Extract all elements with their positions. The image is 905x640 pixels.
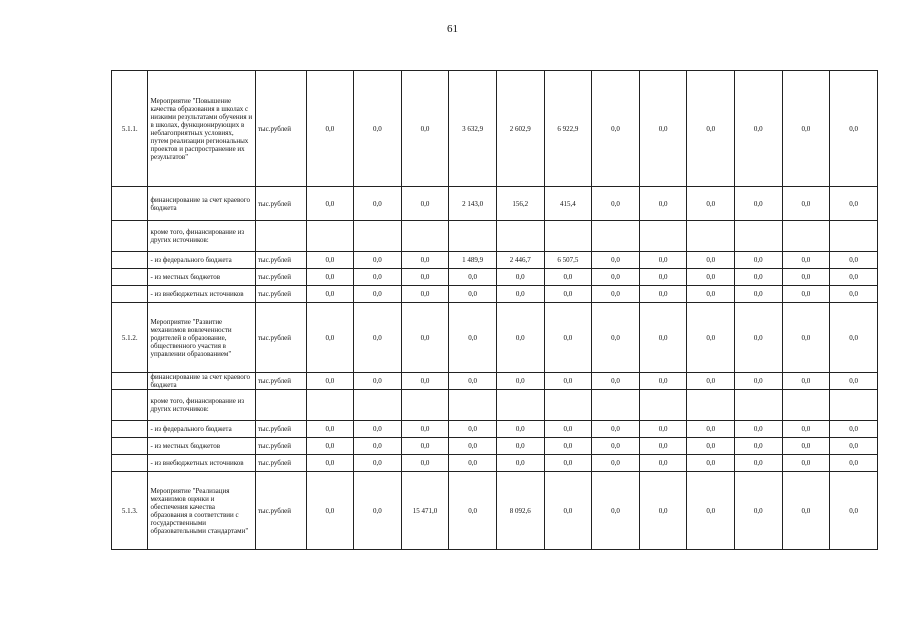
row-code [112, 269, 148, 286]
row-unit: тыс.рублей [255, 455, 306, 472]
value-cell: 0,0 [544, 286, 592, 303]
row-description: Мероприятие "Повышение качества образования в школах с низкими результатами обучения и в школах, функционирующих в неблагоприятных условиях, путем реализации региональных проектов и распространение их результатов" [148, 71, 255, 187]
value-cell: 0,0 [449, 269, 497, 286]
row-unit [255, 221, 306, 252]
value-cell: 0,0 [306, 421, 354, 438]
value-cell: 2 446,7 [496, 252, 544, 269]
value-cell: 0,0 [592, 71, 640, 187]
value-cell: 0,0 [354, 472, 402, 550]
value-cell: 0,0 [354, 269, 402, 286]
value-cell: 0,0 [592, 421, 640, 438]
table-row [112, 373, 878, 390]
value-cell: 0,0 [592, 472, 640, 550]
budget-table [111, 70, 878, 550]
value-cell: 0,0 [735, 303, 783, 373]
value-cell: 0,0 [354, 71, 402, 187]
row-code [112, 187, 148, 221]
value-cell [592, 390, 640, 421]
value-cell: 0,0 [496, 373, 544, 390]
value-cell: 0,0 [639, 373, 687, 390]
value-cell: 0,0 [354, 252, 402, 269]
value-cell: 0,0 [401, 373, 449, 390]
value-cell: 0,0 [401, 187, 449, 221]
value-cell: 0,0 [830, 421, 878, 438]
row-unit: тыс.рублей [255, 438, 306, 455]
value-cell: 2 602,9 [496, 71, 544, 187]
value-cell: 0,0 [830, 303, 878, 373]
value-cell: 0,0 [687, 71, 735, 187]
value-cell: 0,0 [735, 421, 783, 438]
budget-table-container [111, 70, 878, 550]
value-cell: 0,0 [496, 455, 544, 472]
row-unit: тыс.рублей [255, 303, 306, 373]
table-row [112, 421, 878, 438]
value-cell: 0,0 [496, 269, 544, 286]
value-cell: 0,0 [830, 373, 878, 390]
value-cell: 0,0 [449, 438, 497, 455]
value-cell: 0,0 [354, 187, 402, 221]
row-description: кроме того, финансирование из других источников: [148, 221, 255, 252]
value-cell: 0,0 [735, 252, 783, 269]
row-unit: тыс.рублей [255, 252, 306, 269]
value-cell [639, 390, 687, 421]
value-cell: 0,0 [306, 252, 354, 269]
value-cell: 156,2 [496, 187, 544, 221]
table-row [112, 252, 878, 269]
value-cell: 0,0 [496, 438, 544, 455]
value-cell: 0,0 [354, 286, 402, 303]
row-unit: тыс.рублей [255, 269, 306, 286]
value-cell: 0,0 [544, 455, 592, 472]
value-cell [687, 221, 735, 252]
value-cell: 0,0 [401, 455, 449, 472]
value-cell: 0,0 [639, 421, 687, 438]
value-cell: 0,0 [782, 472, 830, 550]
value-cell: 0,0 [782, 187, 830, 221]
value-cell: 0,0 [735, 187, 783, 221]
value-cell: 0,0 [687, 269, 735, 286]
value-cell: 3 632,9 [449, 71, 497, 187]
value-cell: 0,0 [592, 438, 640, 455]
row-code [112, 455, 148, 472]
value-cell: 0,0 [401, 269, 449, 286]
value-cell: 0,0 [306, 455, 354, 472]
value-cell: 0,0 [449, 455, 497, 472]
value-cell: 2 143,0 [449, 187, 497, 221]
row-description: финансирование за счет краевого бюджета [148, 187, 255, 221]
value-cell: 0,0 [544, 269, 592, 286]
value-cell: 0,0 [735, 438, 783, 455]
value-cell: 0,0 [592, 269, 640, 286]
table-row [112, 286, 878, 303]
row-description: - из местных бюджетов [148, 269, 255, 286]
value-cell [735, 221, 783, 252]
value-cell: 0,0 [687, 472, 735, 550]
value-cell: 0,0 [401, 286, 449, 303]
value-cell: 0,0 [306, 303, 354, 373]
value-cell: 0,0 [687, 303, 735, 373]
value-cell: 0,0 [782, 455, 830, 472]
value-cell: 0,0 [782, 438, 830, 455]
value-cell: 0,0 [639, 71, 687, 187]
value-cell: 0,0 [782, 269, 830, 286]
value-cell: 0,0 [592, 373, 640, 390]
value-cell [687, 390, 735, 421]
value-cell: 0,0 [592, 187, 640, 221]
row-description: - из внебюджетных источников [148, 286, 255, 303]
value-cell [496, 221, 544, 252]
row-code [112, 221, 148, 252]
value-cell: 0,0 [544, 438, 592, 455]
value-cell: 0,0 [639, 303, 687, 373]
value-cell: 0,0 [592, 286, 640, 303]
row-code [112, 421, 148, 438]
value-cell: 0,0 [639, 472, 687, 550]
value-cell: 0,0 [354, 455, 402, 472]
value-cell [639, 221, 687, 252]
value-cell: 0,0 [306, 187, 354, 221]
value-cell [592, 221, 640, 252]
table-row [112, 71, 878, 187]
value-cell: 0,0 [830, 472, 878, 550]
value-cell: 0,0 [782, 373, 830, 390]
row-unit [255, 390, 306, 421]
value-cell: 0,0 [496, 286, 544, 303]
value-cell: 0,0 [449, 472, 497, 550]
value-cell [830, 221, 878, 252]
row-unit: тыс.рублей [255, 472, 306, 550]
value-cell: 8 092,6 [496, 472, 544, 550]
value-cell: 0,0 [496, 421, 544, 438]
table-row [112, 455, 878, 472]
value-cell: 0,0 [354, 373, 402, 390]
value-cell: 0,0 [735, 269, 783, 286]
value-cell: 0,0 [782, 71, 830, 187]
value-cell: 0,0 [735, 286, 783, 303]
value-cell [354, 390, 402, 421]
row-description: Мероприятие "Развитие механизмов вовлеченности родителей в образование, общественного участия в управлении образованием" [148, 303, 255, 373]
value-cell: 0,0 [687, 187, 735, 221]
value-cell: 0,0 [449, 286, 497, 303]
value-cell: 0,0 [830, 71, 878, 187]
value-cell: 0,0 [782, 421, 830, 438]
value-cell [449, 390, 497, 421]
table-row [112, 472, 878, 550]
value-cell [401, 221, 449, 252]
value-cell [449, 221, 497, 252]
value-cell: 0,0 [687, 252, 735, 269]
value-cell: 0,0 [496, 303, 544, 373]
value-cell: 0,0 [735, 472, 783, 550]
value-cell: 415,4 [544, 187, 592, 221]
row-description: финансирование за счет краевого бюджета [148, 373, 255, 390]
value-cell: 0,0 [830, 252, 878, 269]
row-unit: тыс.рублей [255, 71, 306, 187]
value-cell: 0,0 [544, 373, 592, 390]
value-cell: 0,0 [306, 269, 354, 286]
value-cell: 6 922,9 [544, 71, 592, 187]
value-cell: 0,0 [782, 303, 830, 373]
row-code [112, 252, 148, 269]
value-cell: 0,0 [306, 438, 354, 455]
row-code [112, 438, 148, 455]
value-cell: 0,0 [354, 303, 402, 373]
value-cell: 0,0 [354, 421, 402, 438]
value-cell: 0,0 [544, 472, 592, 550]
page-number: 61 [447, 23, 458, 35]
value-cell [735, 390, 783, 421]
value-cell: 0,0 [449, 421, 497, 438]
row-description: Мероприятие "Реализация механизмов оценки и обеспечения качества образования в соответствии с государственными образовательными стандартами" [148, 472, 255, 550]
value-cell: 0,0 [830, 455, 878, 472]
value-cell: 0,0 [830, 286, 878, 303]
value-cell: 0,0 [306, 472, 354, 550]
row-unit: тыс.рублей [255, 286, 306, 303]
value-cell: 0,0 [782, 252, 830, 269]
value-cell: 0,0 [830, 269, 878, 286]
value-cell: 6 507,5 [544, 252, 592, 269]
value-cell: 0,0 [306, 71, 354, 187]
value-cell [544, 221, 592, 252]
value-cell: 0,0 [306, 373, 354, 390]
row-description: - из местных бюджетов [148, 438, 255, 455]
row-code: 5.1.1. [112, 71, 148, 187]
value-cell: 0,0 [639, 286, 687, 303]
value-cell: 0,0 [639, 252, 687, 269]
value-cell [782, 221, 830, 252]
value-cell: 0,0 [639, 455, 687, 472]
table-row [112, 221, 878, 252]
value-cell: 0,0 [592, 252, 640, 269]
row-code [112, 286, 148, 303]
value-cell [401, 390, 449, 421]
table-row [112, 269, 878, 286]
value-cell [496, 390, 544, 421]
table-row [112, 390, 878, 421]
table-row [112, 187, 878, 221]
row-code [112, 373, 148, 390]
table-row [112, 438, 878, 455]
value-cell: 0,0 [735, 71, 783, 187]
value-cell: 0,0 [354, 438, 402, 455]
value-cell: 0,0 [687, 455, 735, 472]
value-cell: 15 471,0 [401, 472, 449, 550]
value-cell: 0,0 [687, 421, 735, 438]
row-code: 5.1.2. [112, 303, 148, 373]
row-description: - из федерального бюджета [148, 252, 255, 269]
value-cell: 1 489,9 [449, 252, 497, 269]
value-cell: 0,0 [544, 421, 592, 438]
value-cell: 0,0 [639, 269, 687, 286]
value-cell [306, 221, 354, 252]
value-cell: 0,0 [639, 438, 687, 455]
value-cell: 0,0 [830, 187, 878, 221]
value-cell: 0,0 [782, 286, 830, 303]
value-cell: 0,0 [687, 373, 735, 390]
value-cell: 0,0 [735, 373, 783, 390]
table-row [112, 303, 878, 373]
value-cell [354, 221, 402, 252]
value-cell: 0,0 [306, 286, 354, 303]
value-cell: 0,0 [449, 303, 497, 373]
value-cell [544, 390, 592, 421]
value-cell: 0,0 [735, 455, 783, 472]
value-cell [782, 390, 830, 421]
value-cell: 0,0 [639, 187, 687, 221]
row-description: кроме того, финансирование из других источников: [148, 390, 255, 421]
value-cell: 0,0 [401, 421, 449, 438]
value-cell: 0,0 [592, 455, 640, 472]
value-cell: 0,0 [830, 438, 878, 455]
value-cell: 0,0 [401, 71, 449, 187]
value-cell: 0,0 [687, 286, 735, 303]
value-cell: 0,0 [401, 303, 449, 373]
value-cell: 0,0 [592, 303, 640, 373]
row-unit: тыс.рублей [255, 373, 306, 390]
row-code: 5.1.3. [112, 472, 148, 550]
value-cell: 0,0 [687, 438, 735, 455]
value-cell: 0,0 [449, 373, 497, 390]
value-cell: 0,0 [544, 303, 592, 373]
row-description: - из внебюджетных источников [148, 455, 255, 472]
value-cell [830, 390, 878, 421]
value-cell: 0,0 [401, 252, 449, 269]
row-unit: тыс.рублей [255, 187, 306, 221]
row-description: - из федерального бюджета [148, 421, 255, 438]
row-unit: тыс.рублей [255, 421, 306, 438]
row-code [112, 390, 148, 421]
value-cell [306, 390, 354, 421]
value-cell: 0,0 [401, 438, 449, 455]
